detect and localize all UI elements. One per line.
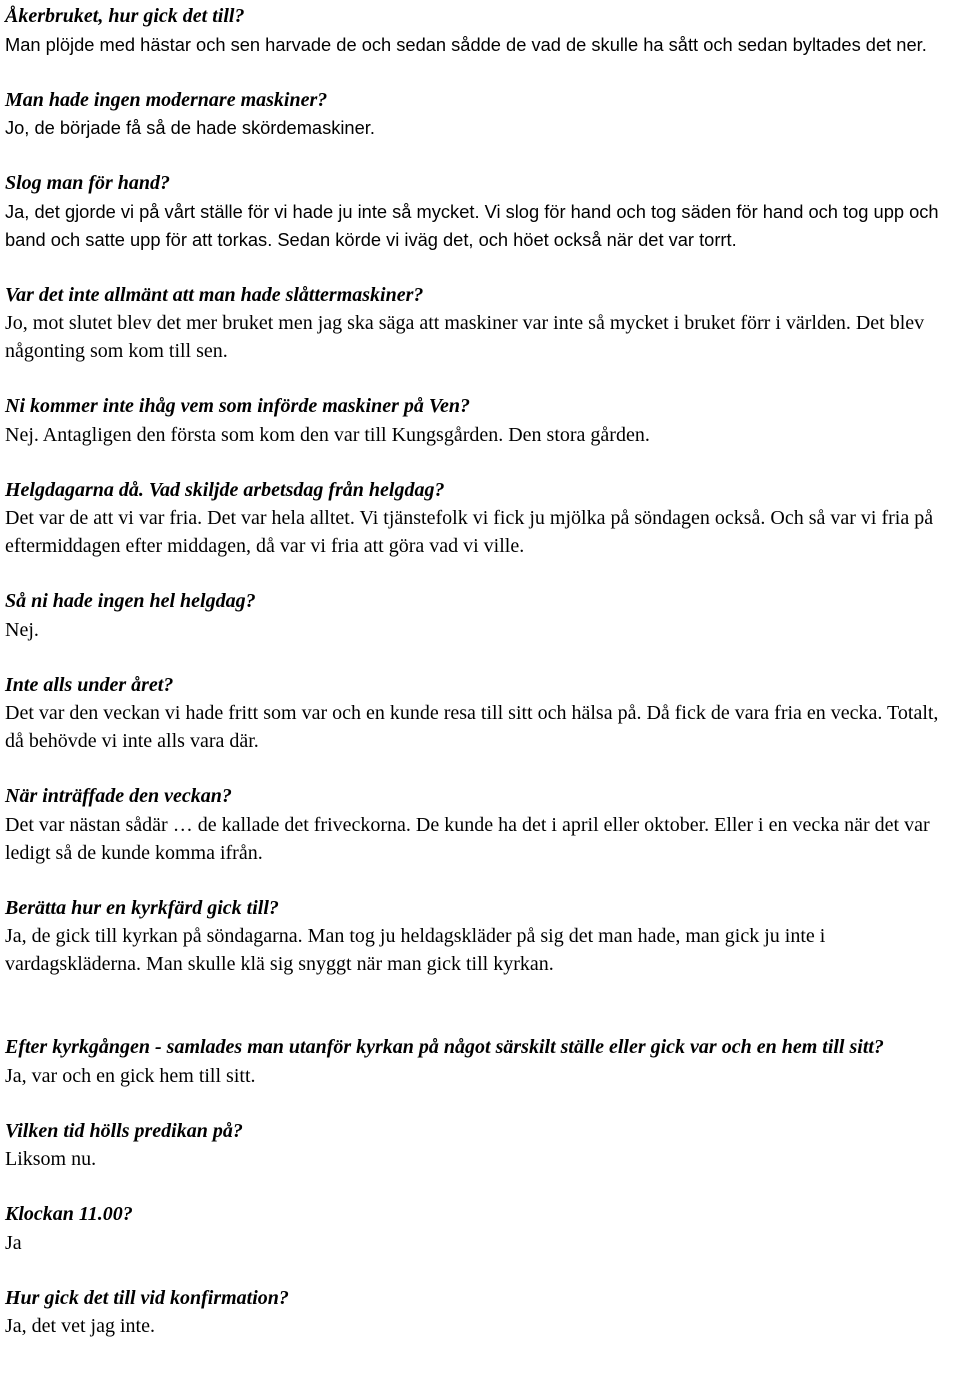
interview-answer: Jo, mot slutet blev det mer bruket men jag ska säga att maskiner var inte så mycket i bruket förr i världen. Det blev någonting som kom till sen. (5, 312, 925, 362)
interview-answer: Liksom nu. (5, 1148, 97, 1170)
qa-block (5, 1033, 957, 1090)
interview-question: När inträffade den veckan? (5, 785, 232, 807)
interview-question: Berätta hur en kyrkfärd gick till? (5, 896, 279, 919)
interview-answer: Det var den veckan vi hade fritt som var och en kunde resa till sitt och hälsa på. Då fick de vara fria en vecka. Totalt, då behövde vi inte alls vara där. (5, 702, 939, 752)
qa-block (5, 2, 957, 59)
qa-block (5, 1284, 957, 1341)
qa-block (5, 1117, 957, 1174)
qa-block (5, 169, 957, 254)
qa-block (5, 476, 957, 561)
interview-answer: Jo, de började få så de hade skördemaskiner. (5, 117, 375, 138)
interview-question: Klockan 11.00? (5, 1203, 133, 1225)
interview-answer: Det var nästan sådär … de kallade det friveckorna. De kunde ha det i april eller oktober. Eller i en vecka när det var ledigt så de kunde komma ifrån. (5, 813, 930, 864)
qa-block (5, 671, 957, 756)
qa-block (5, 894, 957, 979)
interview-answer: Man plöjde med hästar och sen harvade de och sedan sådde de vad de skulle ha sått och sedan byltades det ner. (5, 33, 927, 55)
interview-answer: Det var de att vi var fria. Det var hela alltet. Vi tjänstefolk vi fick ju mjölka på söndagen också. Och så var vi fria på eftermiddagen efter middagen, då var vi fria att göra vad vi ville. (5, 507, 934, 557)
interview-question: Man hade ingen modernare maskiner? (5, 88, 328, 111)
transcript-page (5, 2, 957, 1340)
qa-block (5, 782, 957, 867)
interview-answer: Ja, var och en gick hem till sitt. (5, 1064, 256, 1087)
interview-question: Helgdagarna då. Vad skiljde arbetsdag från helgdag? (5, 478, 445, 501)
interview-answer: Ja, det vet jag inte. (5, 1315, 155, 1337)
interview-question: Efter kyrkgången - samlades man utanför kyrkan på något särskilt ställe eller gick var och en hem till sitt? (5, 1036, 884, 1058)
interview-question: Vilken tid hölls predikan på? (5, 1119, 243, 1142)
interview-question: Slog man för hand? (5, 172, 171, 194)
interview-answer: Ja, det gjorde vi på vårt ställe för vi hade ju inte så mycket. Vi slog för hand och tog säden för hand och tog upp och band och satte upp för att torkas. Sedan körde vi iväg det, och höet också när det var torrt. (5, 200, 939, 250)
interview-question: Så ni hade ingen hel helgdag? (5, 590, 256, 612)
interview-answer: Nej. (5, 618, 39, 641)
interview-question: Inte alls under året? (5, 673, 174, 696)
qa-block (5, 587, 957, 644)
interview-question: Hur gick det till vid konfirmation? (5, 1286, 289, 1309)
interview-answer: Nej. Antagligen den första som kom den var till Kungsgården. Den stora gården. (5, 423, 650, 446)
qa-block (5, 86, 957, 143)
interview-question: Var det inte allmänt att man hade slåttermaskiner? (5, 283, 424, 306)
interview-question: Ni kommer inte ihåg vem som införde maskiner på Ven? (5, 395, 471, 417)
qa-block (5, 392, 957, 449)
interview-answer: Ja (5, 1231, 22, 1254)
qa-block (5, 1200, 957, 1257)
interview-question: Åkerbruket, hur gick det till? (5, 5, 245, 27)
interview-answer: Ja, de gick till kyrkan på söndagarna. Man tog ju heldagskläder på sig det man hade, man gick ju inte i vardagskläderna. Man skulle klä sig snyggt när man gick till kyrkan. (5, 925, 826, 975)
qa-block (5, 281, 957, 366)
